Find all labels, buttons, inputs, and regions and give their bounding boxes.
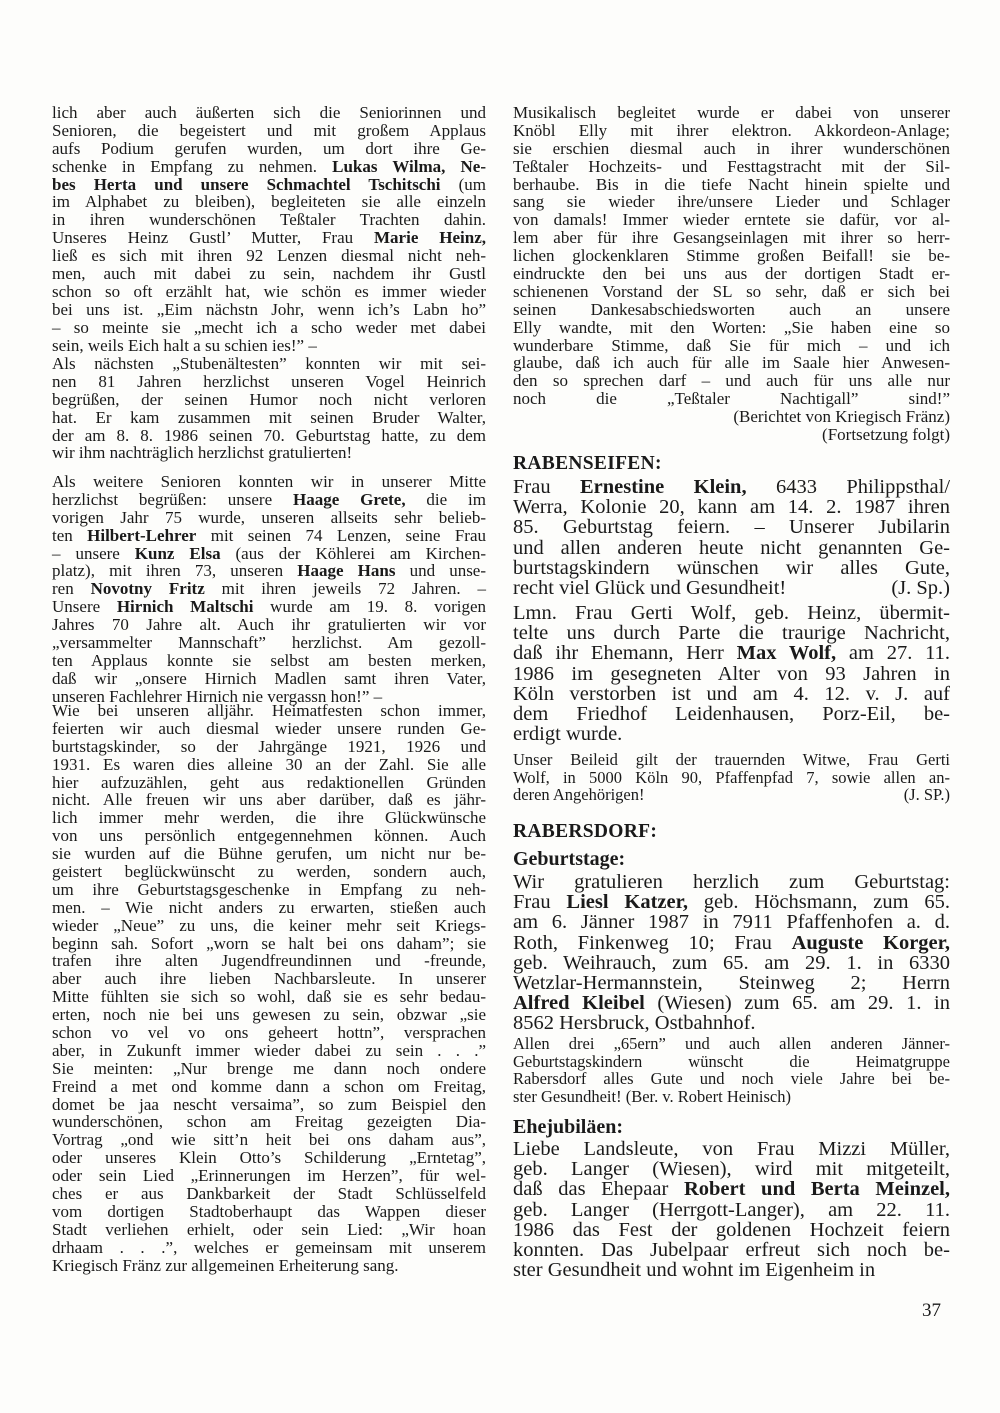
text-line	[52, 845, 486, 863]
text-line	[52, 598, 486, 616]
text-line	[513, 1035, 950, 1053]
text-run: Frau	[513, 891, 567, 914]
text-run: 1931. Es waren dies alleine 30 an der Zahl. Sie alle	[52, 754, 486, 774]
text-line	[513, 1070, 950, 1088]
text-line	[513, 372, 950, 390]
text-run: schienenen Vorstand der SL so sehr, daß er sich bei	[513, 281, 950, 301]
text-line	[513, 283, 950, 301]
text-run: sie erschien diesmal auch in ihrer wunderschönen	[513, 138, 950, 158]
text-run: 85. Geburtstag feiern. – Unserer Jubilarin	[513, 516, 950, 539]
text-line	[513, 558, 950, 578]
text-line	[52, 283, 486, 301]
text-run: ten	[52, 525, 88, 545]
text-run: 6433 Philippsthal/	[746, 476, 951, 498]
text-run: aber auch ihre lieben Nachbarsleute. In unserer	[52, 969, 486, 989]
text-run: berhaube. Bis in die tiefe Nacht hinein spielte und	[513, 174, 950, 194]
text-run: mit seinen 74 Lenzen, seine Frau	[196, 525, 486, 545]
text-line	[513, 1200, 950, 1220]
text-run: Wie bei unseren alljähr. Heimatfesten schon immer,	[52, 701, 486, 720]
text-run: schenke in Empfang zu nehmen.	[52, 156, 333, 176]
section-heading-rabenseifen: RABENSEIFEN:	[513, 453, 662, 474]
bold-name: Robert und Berta Meinzel,	[683, 1178, 950, 1201]
text-run: wir ihm nachträglich herzlichst gratulierten!	[52, 443, 353, 463]
text-line	[52, 247, 486, 265]
text-line	[52, 1096, 486, 1114]
text-run: (Fortsetzung folgt)	[822, 425, 950, 445]
text-run: (um	[440, 174, 486, 194]
text-line	[52, 1078, 486, 1096]
text-run: oder unseres Klein Otto’s Schilderung „Erntetag”,	[52, 1148, 486, 1168]
paragraph-golden-wedding	[513, 1139, 950, 1280]
text-line	[52, 1006, 486, 1024]
text-line	[513, 104, 950, 122]
text-line	[52, 652, 486, 670]
text-run: domet be jaa nescht versaima”, so zum Beispiel den	[52, 1094, 486, 1114]
text-line	[52, 193, 486, 211]
text-line	[513, 265, 950, 283]
text-run: geb. Höchsmann, zum 65.	[687, 891, 951, 914]
text-run: recht viel Glück und Gesundheit!	[513, 576, 787, 599]
text-line	[52, 427, 486, 445]
text-line	[52, 899, 486, 917]
text-run: – unsere	[52, 543, 135, 563]
paragraph-birthday-children	[52, 702, 486, 1275]
bold-name: Lukas Wilma, Ne-	[332, 156, 487, 176]
text-run: Vortrag „ond wie sitt’n heit bei ons daham aus”,	[52, 1130, 486, 1150]
text-line	[513, 769, 950, 787]
text-line	[52, 670, 486, 688]
bold-name: Ernestine Klein,	[579, 476, 747, 498]
text-run: Geburtstagskindern wünscht die Heimatgruppe	[513, 1051, 950, 1071]
text-line	[513, 953, 950, 973]
text-line	[52, 863, 486, 881]
text-line	[513, 993, 950, 1013]
text-line	[513, 872, 950, 892]
text-line	[513, 158, 950, 176]
text-line	[52, 774, 486, 792]
text-run: von uns persönlich entgegennehmen können. Auch	[52, 826, 486, 846]
text-line	[513, 684, 950, 704]
text-line	[52, 616, 486, 634]
text-run: Senioren, die begeistert und mit großem Applaus	[52, 120, 486, 140]
text-run: hat. Er kam zusammen mit seinen Bruder Walter,	[52, 407, 486, 427]
text-run: erdigt wurde.	[513, 723, 623, 746]
bold-name: Alfred Kleibel	[513, 992, 645, 1015]
text-run: Unsere	[52, 597, 117, 617]
text-line	[52, 176, 486, 194]
text-line	[52, 1131, 486, 1149]
text-run: geb. Langer (Herrgott-Langer), am 22. 11.	[513, 1198, 950, 1221]
text-run: 1986 das Fest der goldenen Hochzeit feiern	[513, 1218, 950, 1241]
bold-name: bes Herta und unsere Schmachtel Tschitschi	[52, 174, 441, 194]
text-line	[513, 1179, 950, 1199]
text-line	[513, 1240, 950, 1260]
text-line	[52, 827, 486, 845]
text-run: aufs Podium gerufen wurden, um dort ihre Ge-	[52, 138, 486, 158]
text-line	[52, 881, 486, 899]
text-line	[513, 933, 950, 953]
text-line	[513, 892, 950, 912]
text-line	[52, 122, 486, 140]
text-run: geistert beglückwünscht zu werden, sondern auch,	[52, 862, 486, 882]
text-line	[52, 1149, 486, 1167]
bold-name: Hilbert-Lehrer	[87, 525, 197, 545]
paragraph-musical-accompaniment	[513, 104, 950, 444]
bold-name: Kunz Elsa	[134, 543, 221, 563]
text-line	[52, 1239, 486, 1257]
text-run: und unse-	[395, 561, 487, 581]
section-heading-rabersdorf: RABERSDORF:	[513, 821, 658, 842]
text-run: der am 8. 8. 1986 seinen 70. Geburtstag hatte, zu dem	[52, 425, 486, 445]
text-run: Freind a met ond komme dann a schon om Freitag,	[52, 1076, 486, 1096]
text-run: drhaam . . .”, welches er gemeinsam mit unserem	[52, 1237, 486, 1257]
text-line	[52, 444, 486, 462]
text-run: (Berichtet von Kriegisch Fränz)	[733, 407, 950, 427]
text-line	[52, 158, 486, 176]
bold-name: Max Wolf,	[736, 642, 837, 665]
text-line	[52, 319, 486, 337]
text-run: schon so oft erzählt hat, wie schön es immer wieder	[52, 281, 486, 301]
text-run: men, auch mit dabei zu sein, nachdem ihr Gustl	[52, 264, 486, 284]
text-run: Stadt verliehen erhielt, oder sein Lied: „Wir hoan	[52, 1219, 486, 1239]
text-line	[513, 1220, 950, 1240]
text-line	[52, 1257, 486, 1275]
text-line	[52, 917, 486, 935]
text-line	[52, 1221, 486, 1239]
text-run: nicht. Alle freuen wir uns aber darüber, daß es jähr-	[52, 790, 486, 810]
text-run: ster Gesundheit! (Ber. v. Robert Heinisch)	[513, 1086, 791, 1106]
text-line	[52, 1024, 486, 1042]
bold-name: Marie Heinz,	[374, 228, 486, 248]
text-line	[52, 391, 486, 409]
text-run: wunderbare Stimme, daß Sie für mich – und ich	[513, 335, 950, 355]
paragraph-seniors-gifts	[52, 104, 486, 354]
text-line	[52, 809, 486, 827]
text-run: lich aber auch äußerten sich die Seniorinnen und	[52, 103, 486, 122]
text-line	[513, 1053, 950, 1071]
text-line	[52, 337, 486, 355]
text-run: von damals! Immer wieder erntete sie dafür, vor al-	[513, 210, 950, 230]
text-line	[513, 354, 950, 372]
text-line	[52, 545, 486, 563]
text-run: sang sie wieder ihre/unsere Lieder und Schlager	[513, 192, 950, 212]
page-number: 37	[922, 1300, 941, 1321]
text-run: lich immer mehr werden, die ihre Glückwünsche	[52, 808, 486, 828]
text-line	[52, 791, 486, 809]
text-line	[513, 517, 950, 537]
text-line	[513, 247, 950, 265]
text-run: – so meinte sie „mecht ich a scho weder met dabei	[52, 317, 486, 337]
text-run: trafen ihre alten Jugendfreundinnen und -freunde,	[52, 951, 486, 971]
text-line	[52, 355, 486, 373]
text-run: und allen anderen heute nicht genannten Ge-	[513, 536, 950, 559]
text-run: „versammelter Mannschaft” herzlichst. Am gezoll-	[52, 633, 486, 653]
text-run: wieder „Neue” zu uns, die keiner mehr seit Kriegs-	[52, 915, 486, 935]
subheading-ehejubilaeen: Ehejubiläen:	[513, 1116, 624, 1138]
text-line	[513, 664, 950, 684]
text-run: um ihre Geburtstagsgeschenke in Empfang zu neh-	[52, 879, 486, 899]
text-run: (Wiesen) zum 65. am 29. 1. in	[644, 992, 950, 1015]
text-run: im Alphabet zu bleiben), begleiteten sie alle einzeln	[52, 192, 486, 212]
text-run: geb. Langer (Wiesen), wird mit mitgeteilt,	[513, 1158, 950, 1181]
text-line	[513, 623, 950, 643]
text-line	[52, 140, 486, 158]
text-run: Allen drei „65ern” und auch allen anderen Jänner-	[513, 1034, 950, 1053]
text-line	[52, 702, 486, 720]
text-run: 8562 Hersbruck, Ostbahnhof.	[513, 1012, 756, 1035]
text-line	[52, 720, 486, 738]
text-run: geb. Weihrauch, zum 65. am 29. 1. in 6330	[513, 951, 950, 974]
text-run: Knöbl Elly mit ihrer elektron. Akkordeon-Anlage;	[513, 120, 950, 140]
text-run: sie wurden auf die Bühne gerufen, um nicht nur be-	[52, 844, 486, 864]
text-run: ten Applaus konnte sie selbst am besten merken,	[52, 650, 486, 670]
text-run: den so sprechen darf – und auch für uns alle nur	[513, 371, 950, 391]
text-run: deren Angehörigen!	[513, 785, 645, 804]
paragraph-stubenaeltesten	[52, 355, 486, 462]
text-line	[52, 1060, 486, 1078]
text-run: herzlichst begrüßen: unsere	[52, 489, 293, 509]
text-line	[52, 104, 486, 122]
text-run: am 6. Jänner 1987 in 7911 Pfaffenhofen a. d.	[513, 911, 950, 934]
author-initials: (J. SP.)	[903, 785, 950, 804]
text-run: Sie meinten: „Nur brenge me dann noch ondere	[52, 1058, 486, 1078]
text-run: sein, weils Eich halt a su schien ies!” –	[52, 335, 317, 355]
text-run: unseren Fachlehrer Hirnich nie vergassn hon!” –	[52, 686, 383, 706]
text-run: Musikalisch begleitet wurde er dabei von unserer	[513, 103, 950, 122]
text-line	[52, 301, 486, 319]
text-line	[513, 211, 950, 229]
text-line	[513, 578, 950, 598]
paragraph-birthday-wishes	[513, 1035, 950, 1105]
text-line	[52, 509, 486, 527]
text-run: Rabersdorf alles Gute und noch viele Jahre bei be-	[513, 1069, 950, 1088]
text-run: eindruckte den bei uns aus der dortigen Stadt er-	[513, 264, 950, 284]
text-run: Unseres Heinz Gustl’ Mutter, Frau	[52, 228, 375, 248]
text-run: Elly wandte, mit den Worten: „Sie haben eine so	[513, 317, 950, 337]
text-run: Liebe Landsleute, von Frau Mizzi Müller,	[513, 1138, 950, 1160]
text-run: men. – Wie nicht anders zu erwarten, stießen auch	[52, 897, 486, 917]
text-run: beginn sah. Sofort „worn se halt bei ons daham”; sie	[52, 933, 486, 953]
text-line	[52, 756, 486, 774]
text-run: die im	[405, 489, 486, 509]
text-line	[52, 527, 486, 545]
text-run: Mitte fühlten sie sich so wohl, daß sie es sehr bedau-	[52, 987, 486, 1007]
text-line	[52, 935, 486, 953]
text-run: Wir gratulieren herzlich zum Geburtstag:	[513, 871, 950, 893]
text-line	[52, 211, 486, 229]
text-line	[52, 1167, 486, 1185]
text-line	[52, 1203, 486, 1221]
paragraph-ernestine-klein	[513, 477, 950, 598]
text-run: Roth, Finkenweg 10; Frau	[513, 931, 792, 954]
text-line	[52, 634, 486, 652]
text-run: wunderschönen, schon am Freitag gezeigten Dia-	[52, 1112, 486, 1132]
text-line	[52, 562, 486, 580]
text-line	[513, 337, 950, 355]
text-line	[513, 1260, 950, 1280]
text-line	[52, 1042, 486, 1060]
text-run: glaube, daß ich auch für alle im Saale hier Anwesen-	[513, 353, 950, 373]
text-run: Als weitere Senioren konnten wir in unserer Mitte	[52, 472, 486, 491]
text-run: schon vo vel vo ons geheert hottn”, versprachen	[52, 1023, 486, 1043]
text-line	[52, 229, 486, 247]
subheading-geburtstage: Geburtstage:	[513, 848, 626, 870]
paragraph-max-wolf-obituary	[513, 603, 950, 744]
text-run: aber, in Zukunft immer wieder dabei zu sein . . .”	[52, 1040, 486, 1060]
text-run: Kriegisch Fränz zur allgemeinen Erheiterung sang.	[52, 1255, 399, 1275]
text-line	[513, 603, 950, 623]
bold-name: Hirnich Maltschi	[116, 597, 254, 617]
text-run: daß das Ehepaar	[513, 1178, 684, 1201]
author-initials: (J. Sp.)	[891, 576, 950, 599]
text-line	[513, 751, 950, 769]
text-run: ster Gesundheit und wohnt im Eigenheim in	[513, 1259, 876, 1282]
text-line	[513, 538, 950, 558]
text-line	[513, 426, 950, 444]
text-line	[513, 390, 950, 408]
paragraph-further-seniors	[52, 473, 486, 706]
text-line	[513, 643, 950, 663]
paragraph-condolences	[513, 751, 950, 804]
text-line	[513, 786, 950, 804]
text-line	[513, 140, 950, 158]
bold-name: Novotny Fritz	[90, 579, 205, 599]
text-line	[513, 193, 950, 211]
text-line	[513, 301, 950, 319]
text-run: Jahres 70 Jahre alt. Auch ihr gratulierten wir vor	[52, 615, 486, 635]
text-line	[52, 265, 486, 283]
text-line	[513, 1088, 950, 1106]
text-run: telte uns durch Parte die traurige Nachricht,	[513, 622, 950, 645]
text-line	[52, 491, 486, 509]
text-line	[513, 229, 950, 247]
bold-name: Haage Hans	[297, 561, 396, 581]
text-run: bei uns ist. „Eim nächstn Johr, wenn ich’s Labn ho”	[52, 299, 486, 319]
text-run: Teßtaler Hochzeits- und Festtagstracht mit der Sil-	[513, 156, 950, 176]
text-run: Köln verstorben ist und am 4. 12. v. J. auf	[513, 682, 950, 705]
text-run: daß wir „onsere Hirnich Madlen samt ihren Vater,	[52, 668, 486, 688]
text-run: 1986 im gesegneten Alter von 93 Jahren in	[513, 662, 950, 685]
text-run: am 27. 11.	[836, 642, 950, 665]
text-run: Frau	[513, 476, 580, 498]
text-line	[513, 477, 950, 497]
text-run: hier aufzuzählen, geht aus redaktionellen Gründen	[52, 772, 486, 792]
text-run: Werra, Kolonie 20, kann am 14. 2. 1987 ihren	[513, 496, 950, 519]
text-run: vom dortigen Stadtoberhaupt das Wappen dieser	[52, 1201, 486, 1221]
text-line	[513, 1013, 950, 1033]
text-line	[513, 497, 950, 517]
text-run: Wolf, in 5000 Köln 90, Pfaffenpfad 7, sowie allen an-	[513, 767, 950, 787]
bold-name: Haage Grete,	[292, 489, 406, 509]
text-line	[52, 373, 486, 391]
text-run: vorigen Jahr 75 wurde, unseren allseits sehr belieb-	[52, 507, 486, 527]
text-line	[52, 473, 486, 491]
text-line	[52, 988, 486, 1006]
text-run: wurde am 19. 8. vorigen	[253, 597, 486, 617]
text-line	[513, 912, 950, 932]
text-run: Unser Beileid gilt der trauernden Witwe, Frau Gerti	[513, 750, 950, 769]
text-run: lichen glockenklaren Stimme großen Beifall! sie be-	[513, 246, 950, 266]
text-line	[52, 952, 486, 970]
text-line	[52, 580, 486, 598]
text-run: noch die „Teßtaler Nachtigall” sind!”	[513, 389, 950, 409]
text-run: (aus der Köhlerei am Kirchen-	[220, 543, 486, 563]
text-run: ren	[52, 579, 91, 599]
text-run: ließ es sich mit ihren 92 Lenzen diesmal nicht neh-	[52, 246, 486, 266]
paragraph-birthdays	[513, 872, 950, 1034]
text-run: Wetzlar-Hermannstein, Steinweg 2; Herrn	[513, 971, 950, 994]
bold-name: Auguste Korger,	[791, 931, 950, 954]
text-run: lem aber für ihre Gesangseinlagen mit ihrer so herr-	[513, 228, 950, 248]
text-run: daß ihr Ehemann, Herr	[513, 642, 737, 665]
text-line	[513, 408, 950, 426]
text-run: erten, noch nie bei uns gewesen zu sein, obzwar „sie	[52, 1005, 486, 1025]
text-run: seinen Dankesabschiedsworten auch an unsere	[513, 299, 950, 319]
text-run: Als nächsten „Stubenältesten” konnten wir mit sei-	[52, 354, 486, 373]
text-run: konnten. Das Jubelpaar erfreut sich noch be-	[513, 1238, 950, 1261]
text-line	[513, 1159, 950, 1179]
text-line	[513, 319, 950, 337]
text-run: oder sein Lied „Erinnerungen im Herzen”, für wel-	[52, 1166, 486, 1186]
text-line	[52, 1185, 486, 1203]
text-run: feierten wir auch diesmal wieder unsere runden Ge-	[52, 718, 486, 738]
text-line	[513, 973, 950, 993]
text-line	[52, 970, 486, 988]
text-run: Lmn. Frau Gerti Wolf, geb. Heinz, übermit-	[513, 602, 950, 624]
text-line	[513, 724, 950, 744]
text-line	[513, 1139, 950, 1159]
text-run: platz), mit ihren 73, unseren	[52, 561, 298, 581]
text-run: in ihren wunderschönen Teßtaler Trachten dahin.	[52, 210, 486, 230]
text-run: ches er aus Dankbarkeit der Stadt Schlüsselfeld	[52, 1184, 486, 1204]
text-line	[513, 176, 950, 194]
text-run: begrüßen, der seinen Humor noch nicht verloren	[52, 389, 486, 409]
text-run: nen 81 Jahren herzlichst unseren Vogel Heinrich	[52, 371, 486, 391]
text-run: dem Friedhof Leidenhausen, Porz-Eil, be-	[513, 702, 950, 725]
text-line	[513, 704, 950, 724]
text-run: burtstagskindern wünschen wir alles Gute,	[513, 556, 950, 579]
text-run: mit ihren jeweils 72 Jahren. –	[204, 579, 486, 599]
text-line	[52, 409, 486, 427]
text-run: burtstagskinder, so der Jahrgänge 1921, 1926 und	[52, 736, 486, 756]
bold-name: Liesl Katzer,	[566, 891, 688, 914]
text-line	[52, 738, 486, 756]
text-line	[513, 122, 950, 140]
text-line	[52, 1113, 486, 1131]
